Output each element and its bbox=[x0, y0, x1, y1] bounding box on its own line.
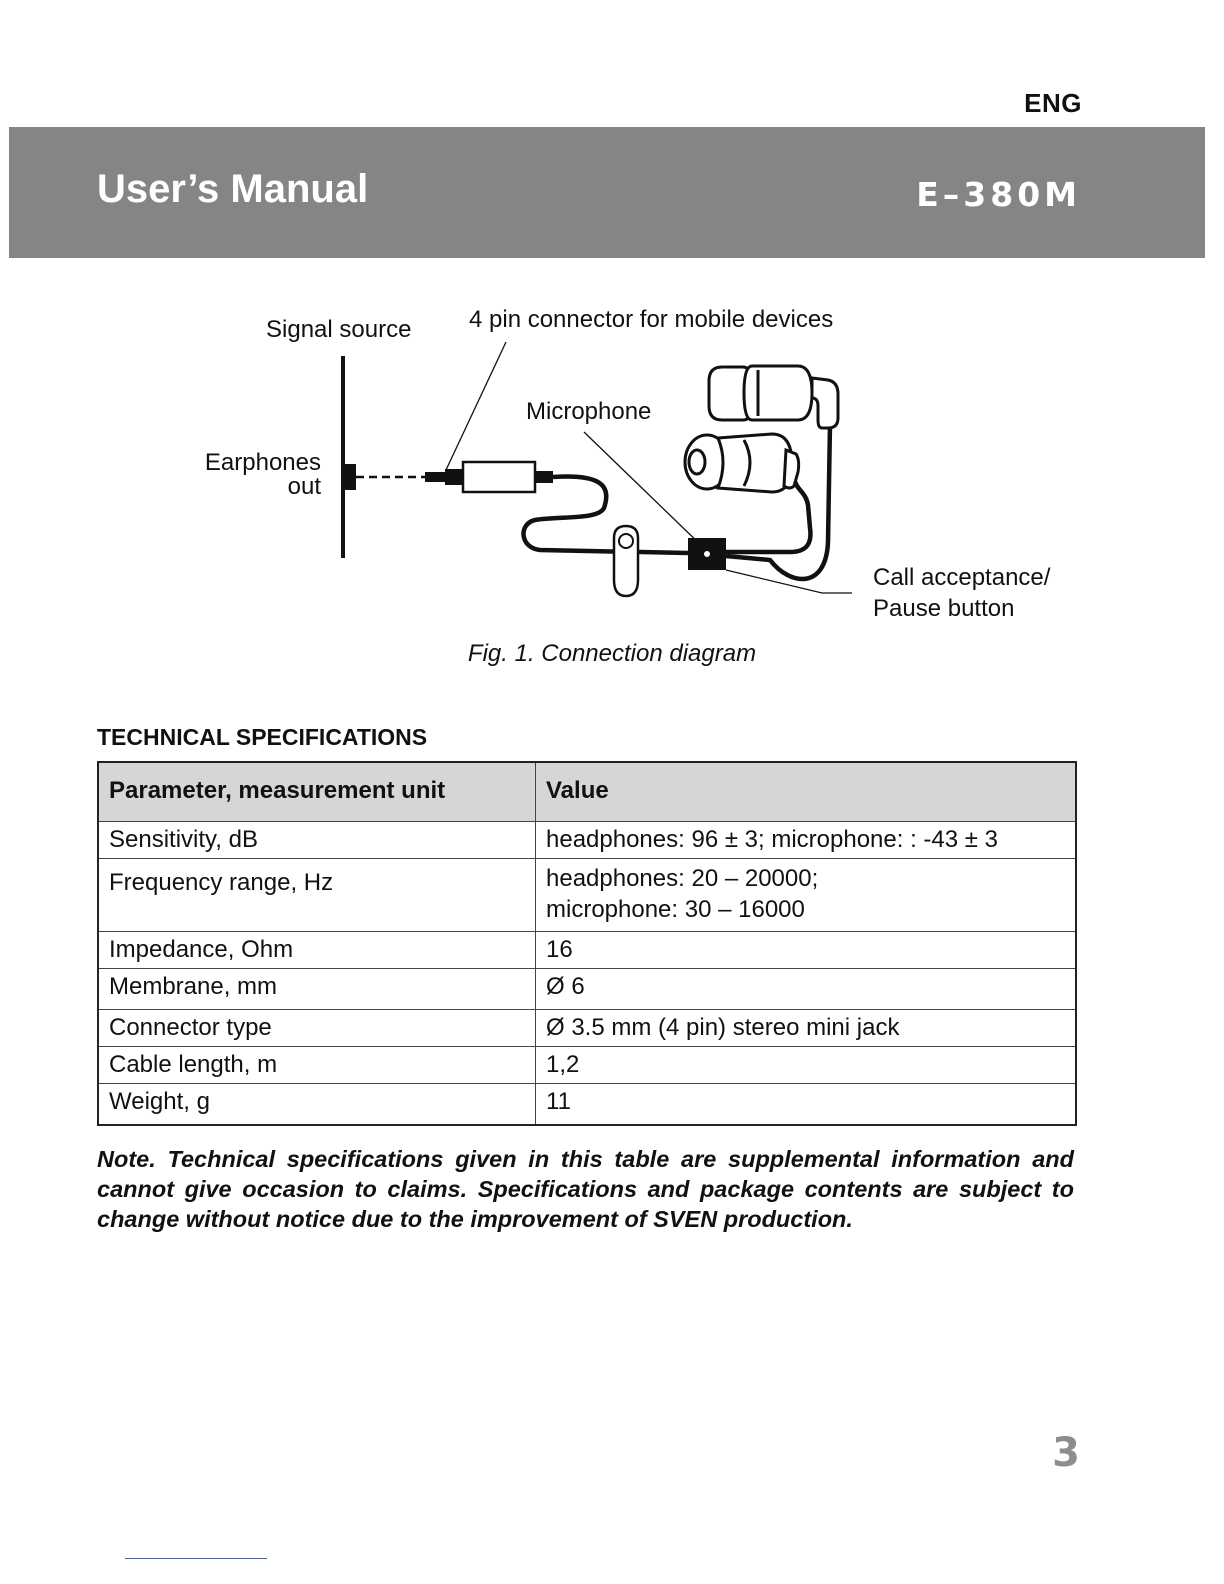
call-button-label bbox=[873, 562, 1050, 624]
specs-table bbox=[97, 761, 1077, 1126]
param-cell: Weight, g bbox=[98, 1084, 536, 1126]
call-button-line2: Pause button bbox=[873, 595, 1015, 622]
earphones-out-line2: out bbox=[287, 473, 321, 500]
cable-clip-hole bbox=[619, 534, 633, 548]
value-cell: Ø 6 bbox=[536, 969, 1077, 1010]
earphones-out-socket bbox=[342, 464, 356, 490]
plug-tip bbox=[425, 472, 445, 482]
value-cell: 1,2 bbox=[536, 1047, 1077, 1084]
connector-strain-relief bbox=[535, 471, 553, 483]
table-row bbox=[98, 1047, 1076, 1084]
header-banner bbox=[9, 127, 1205, 258]
page-title: User’s Manual bbox=[97, 167, 369, 211]
connection-diagram bbox=[0, 280, 1224, 640]
specs-heading: TECHNICAL SPECIFICATIONS bbox=[97, 724, 428, 750]
param-cell: Connector type bbox=[98, 1010, 536, 1047]
microphone-label: Microphone bbox=[526, 398, 652, 425]
table-row bbox=[98, 1010, 1076, 1047]
main-cable bbox=[524, 477, 688, 553]
connector-label: 4 pin connector for mobile devices bbox=[469, 306, 834, 333]
note-paragraph: Note. Technical specifications given in this table are supplemental information and cannot give occasion to claims. Specifications and package contents are subject to change without notice due to the improvement of SVEN production. bbox=[97, 1146, 1074, 1232]
table-row bbox=[98, 932, 1076, 969]
earphones-out-label bbox=[194, 451, 321, 499]
value-line2: microphone: 30 – 16000 bbox=[546, 896, 805, 923]
table-row bbox=[98, 1084, 1076, 1126]
connector-leader-line bbox=[446, 342, 506, 470]
value-cell bbox=[536, 859, 1077, 932]
param-cell: Impedance, Ohm bbox=[98, 932, 536, 969]
language-label: ENG bbox=[1024, 88, 1082, 118]
value-cell: 16 bbox=[536, 932, 1077, 969]
call-button-line1: Call acceptance/ bbox=[873, 564, 1051, 591]
page-number: 3 bbox=[1052, 1430, 1080, 1476]
value-cell: Ø 3.5 mm (4 pin) stereo mini jack bbox=[536, 1010, 1077, 1047]
param-cell: Cable length, m bbox=[98, 1047, 536, 1084]
table-header-row bbox=[98, 762, 1076, 822]
footer-rule bbox=[125, 1558, 267, 1559]
signal-source-label: Signal source bbox=[266, 316, 412, 343]
lower-earbud bbox=[685, 434, 799, 492]
column-header-parameter: Parameter, measurement unit bbox=[98, 762, 536, 822]
value-cell: headphones: 96 ± 3; microphone: : -43 ± 3 bbox=[536, 822, 1077, 859]
upper-earbud bbox=[709, 366, 838, 428]
table-row bbox=[98, 969, 1076, 1010]
value-cell: 11 bbox=[536, 1084, 1077, 1126]
param-cell: Membrane, mm bbox=[98, 969, 536, 1010]
param-cell: Frequency range, Hz bbox=[98, 859, 536, 932]
plug-body bbox=[445, 469, 463, 485]
connector-box bbox=[463, 462, 535, 492]
table-row bbox=[98, 822, 1076, 859]
column-header-value: Value bbox=[536, 762, 1077, 822]
model-name: E–380M bbox=[916, 175, 1081, 214]
param-cell: Sensitivity, dB bbox=[98, 822, 536, 859]
microphone-hole bbox=[704, 551, 710, 557]
table-row bbox=[98, 859, 1076, 932]
value-line1: headphones: 20 – 20000; bbox=[546, 865, 819, 892]
figure-caption: Fig. 1. Connection diagram bbox=[467, 640, 757, 667]
earphones-out-line1: Earphones bbox=[204, 449, 321, 476]
